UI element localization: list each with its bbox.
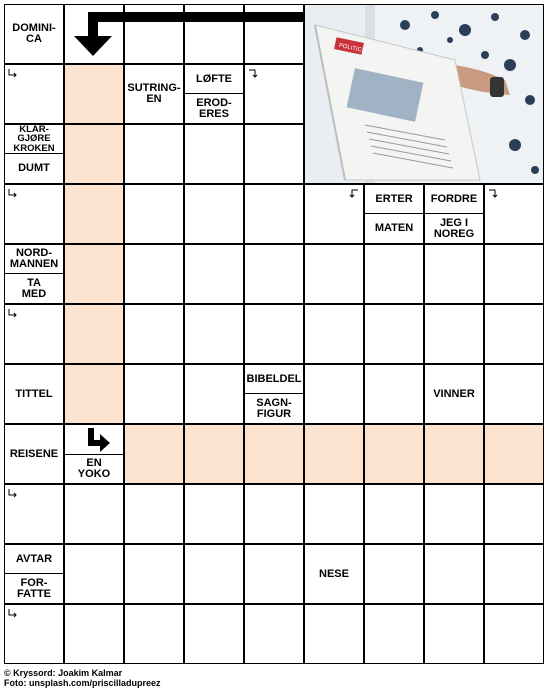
clue-fordre: FORDRE (425, 185, 483, 214)
clue-nese: NESE (319, 567, 349, 580)
answer-cell[interactable] (304, 604, 364, 664)
answer-cell[interactable] (484, 364, 544, 424)
answer-cell-highlighted[interactable] (424, 424, 484, 484)
arrow-down-right-icon (7, 68, 19, 80)
clue-cell (304, 544, 364, 604)
answer-cell[interactable] (424, 244, 484, 304)
answer-cell[interactable] (484, 604, 544, 664)
answer-cell[interactable] (484, 244, 544, 304)
arrow-down-icon (64, 4, 314, 64)
answer-cell-highlighted[interactable] (484, 424, 544, 484)
answer-cell-highlighted[interactable] (64, 184, 124, 244)
answer-cell[interactable] (424, 604, 484, 664)
answer-cell[interactable] (124, 304, 184, 364)
answer-cell-highlighted[interactable] (64, 364, 124, 424)
clue-eroderes: EROD- ERES (196, 96, 232, 120)
answer-cell[interactable] (184, 604, 244, 664)
clue-jeg-i-noreg: JEG I NOREG (433, 216, 475, 240)
clue-erter: ERTER (365, 185, 423, 214)
answer-cell[interactable] (244, 184, 304, 244)
answer-cell[interactable] (364, 244, 424, 304)
answer-cell[interactable] (124, 244, 184, 304)
clue-cell (184, 64, 244, 124)
answer-cell[interactable] (364, 604, 424, 664)
clue-cell (4, 4, 64, 64)
clue-cell (364, 184, 424, 244)
answer-cell[interactable] (184, 244, 244, 304)
clue-cell (4, 424, 64, 484)
answer-cell[interactable] (304, 304, 364, 364)
answer-cell[interactable] (364, 364, 424, 424)
answer-cell[interactable] (484, 304, 544, 364)
answer-cell[interactable] (364, 484, 424, 544)
arrow-down-right-icon (7, 488, 19, 500)
photo-credit: Foto: unsplash.com/priscilladupreez (4, 678, 161, 688)
arrow-down-right-icon (7, 308, 19, 320)
answer-cell[interactable] (124, 364, 184, 424)
answer-cell[interactable] (124, 184, 184, 244)
answer-cell[interactable] (244, 544, 304, 604)
clue-cell (424, 184, 484, 244)
answer-cell[interactable] (184, 184, 244, 244)
answer-cell[interactable] (304, 244, 364, 304)
answer-cell[interactable] (124, 544, 184, 604)
clue-avtar: AVTAR (5, 545, 63, 574)
answer-cell[interactable] (184, 484, 244, 544)
clue-cell (124, 64, 184, 124)
answer-cell-highlighted[interactable] (184, 424, 244, 484)
arrow-down-right-icon (7, 188, 19, 200)
clue-cell (424, 364, 484, 424)
answer-cell[interactable] (304, 364, 364, 424)
newspaper-reader-photo (304, 4, 544, 184)
answer-cell-highlighted[interactable] (64, 304, 124, 364)
clue-nordmannen: NORD- MANNEN (5, 245, 63, 274)
answer-cell[interactable] (364, 304, 424, 364)
clue-sutringen: SUTRING- EN (127, 82, 181, 105)
answer-cell[interactable] (484, 544, 544, 604)
clue-en-yoko: EN YOKO (65, 454, 123, 483)
answer-cell[interactable] (124, 124, 184, 184)
clue-cell (244, 364, 304, 424)
arrow-left-down-icon (347, 188, 359, 200)
arrow-right-down-icon (248, 68, 260, 80)
arrow-down-right-icon (7, 608, 19, 620)
answer-cell[interactable] (244, 304, 304, 364)
clue-cell (4, 364, 64, 424)
clue-dumt: DUMT (18, 162, 50, 174)
answer-cell[interactable] (184, 364, 244, 424)
clue-bibeldel: BIBELDEL (245, 365, 303, 394)
answer-cell-highlighted[interactable] (64, 64, 124, 124)
clue-dominica: DOMINI- CA (12, 22, 56, 45)
answer-cell[interactable] (184, 124, 244, 184)
answer-cell[interactable] (64, 604, 124, 664)
crossword-grid (4, 4, 544, 664)
answer-cell[interactable] (424, 544, 484, 604)
answer-cell[interactable] (484, 484, 544, 544)
answer-cell[interactable] (424, 484, 484, 544)
answer-cell[interactable] (244, 244, 304, 304)
newspaper-section-label: POLITICS (338, 42, 367, 55)
answer-cell[interactable] (364, 544, 424, 604)
answer-cell[interactable] (64, 544, 124, 604)
answer-cell[interactable] (304, 484, 364, 544)
arrow-right-down-icon (488, 188, 500, 200)
arrow-turn-right-icon (82, 426, 112, 454)
clue-tittel: TITTEL (15, 387, 53, 400)
answer-cell[interactable] (184, 304, 244, 364)
answer-cell-highlighted[interactable] (124, 424, 184, 484)
answer-cell[interactable] (424, 304, 484, 364)
clue-klargjore-kroken: KLAR- GJØRE KROKEN (5, 125, 63, 154)
answer-cell-highlighted[interactable] (64, 244, 124, 304)
answer-cell[interactable] (244, 604, 304, 664)
clue-cell (4, 244, 64, 304)
answer-cell-highlighted[interactable] (244, 424, 304, 484)
newspaper-photo-illustration (305, 5, 544, 184)
answer-cell[interactable] (244, 484, 304, 544)
clue-maten: MATEN (374, 222, 414, 234)
clue-cell (4, 544, 64, 604)
clue-lofte: LØFTE (185, 65, 243, 94)
answer-cell[interactable] (244, 124, 304, 184)
answer-cell[interactable] (64, 484, 124, 544)
answer-cell-highlighted[interactable] (364, 424, 424, 484)
answer-cell-highlighted[interactable] (64, 124, 124, 184)
clue-vinner: VINNER (433, 387, 475, 400)
answer-cell[interactable] (184, 544, 244, 604)
answer-cell[interactable] (124, 604, 184, 664)
clue-cell (4, 124, 64, 184)
clue-reisene: REISENE (9, 447, 59, 460)
clue-forfatte: FOR- FATTE (16, 576, 51, 600)
answer-cell-highlighted[interactable] (304, 424, 364, 484)
crossword-credit: © Kryssord: Joakim Kalmar (4, 668, 123, 678)
clue-sagnfigur: SAGN- FIGUR (256, 396, 292, 420)
answer-cell[interactable] (124, 484, 184, 544)
clue-ta-med: TA MED (21, 276, 47, 300)
